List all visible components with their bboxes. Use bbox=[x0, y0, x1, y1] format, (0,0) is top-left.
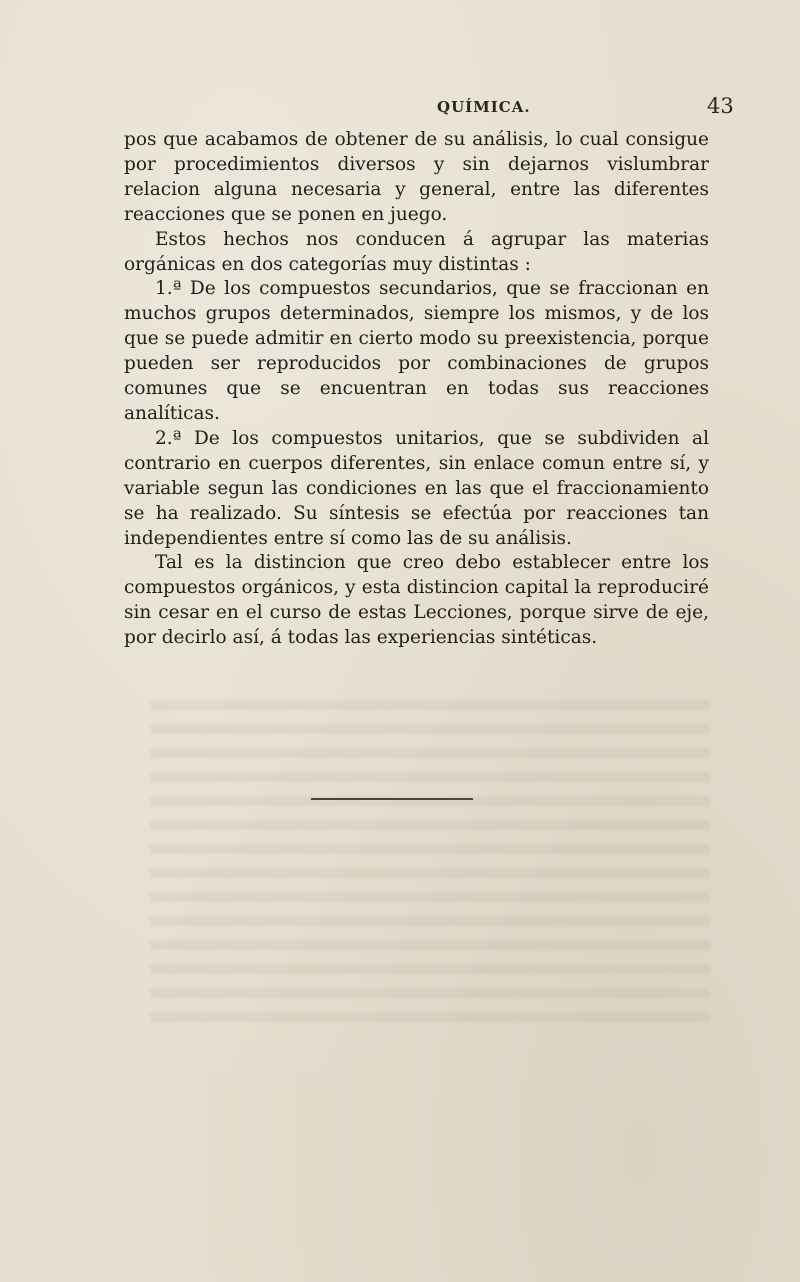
paragraph-secondary-compounds: 1.ª De los compuestos secundarios, que se fraccionan en muchos grupos determinados, siempre los mismos, y de los que se puede admitir en cierto modo su preexistencia, porque pueden ser reproducidos por combinaciones de grupos comunes que se encuentran en todas sus reacciones analíticas. bbox=[124, 278, 709, 424]
paragraph-distinction: Tal es la distincion que creo debo establecer entre los compuestos orgánicos, y esta distincion capital la reproduciré sin cesar en el curso de estas Lecciones, porque sirve de eje, por decirlo así, á todas las experiencias sintéticas. bbox=[124, 552, 709, 649]
paragraph-continuation: pos que acabamos de obtener de su análisis, lo cual consigue por procedimientos diversos y sin dejarnos vislumbrar relacion alguna necesaria y general, entre las diferentes reacciones que se ponen en juego. bbox=[124, 129, 709, 225]
page-number: 43 bbox=[707, 94, 734, 118]
paragraph-categories-intro: Estos hechos nos conducen á agrupar las materias orgánicas en dos categorías muy distintas : bbox=[124, 228, 709, 275]
paragraph-unitary-compounds: 2.ª De los compuestos unitarios, que se subdividen al contrario en cuerpos diferentes, sin enlace comun entre sí, y variable segun las condiciones en las que el fraccionamiento se ha realizado. Su síntesis se efectúa por reacciones tan independientes entre sí como las de su análisis. bbox=[124, 427, 709, 549]
show-through-texture bbox=[150, 700, 710, 1030]
running-head bbox=[0, 94, 800, 122]
running-title: QUÍMICA. bbox=[437, 98, 531, 116]
body-text bbox=[124, 128, 709, 651]
section-rule bbox=[311, 798, 473, 800]
